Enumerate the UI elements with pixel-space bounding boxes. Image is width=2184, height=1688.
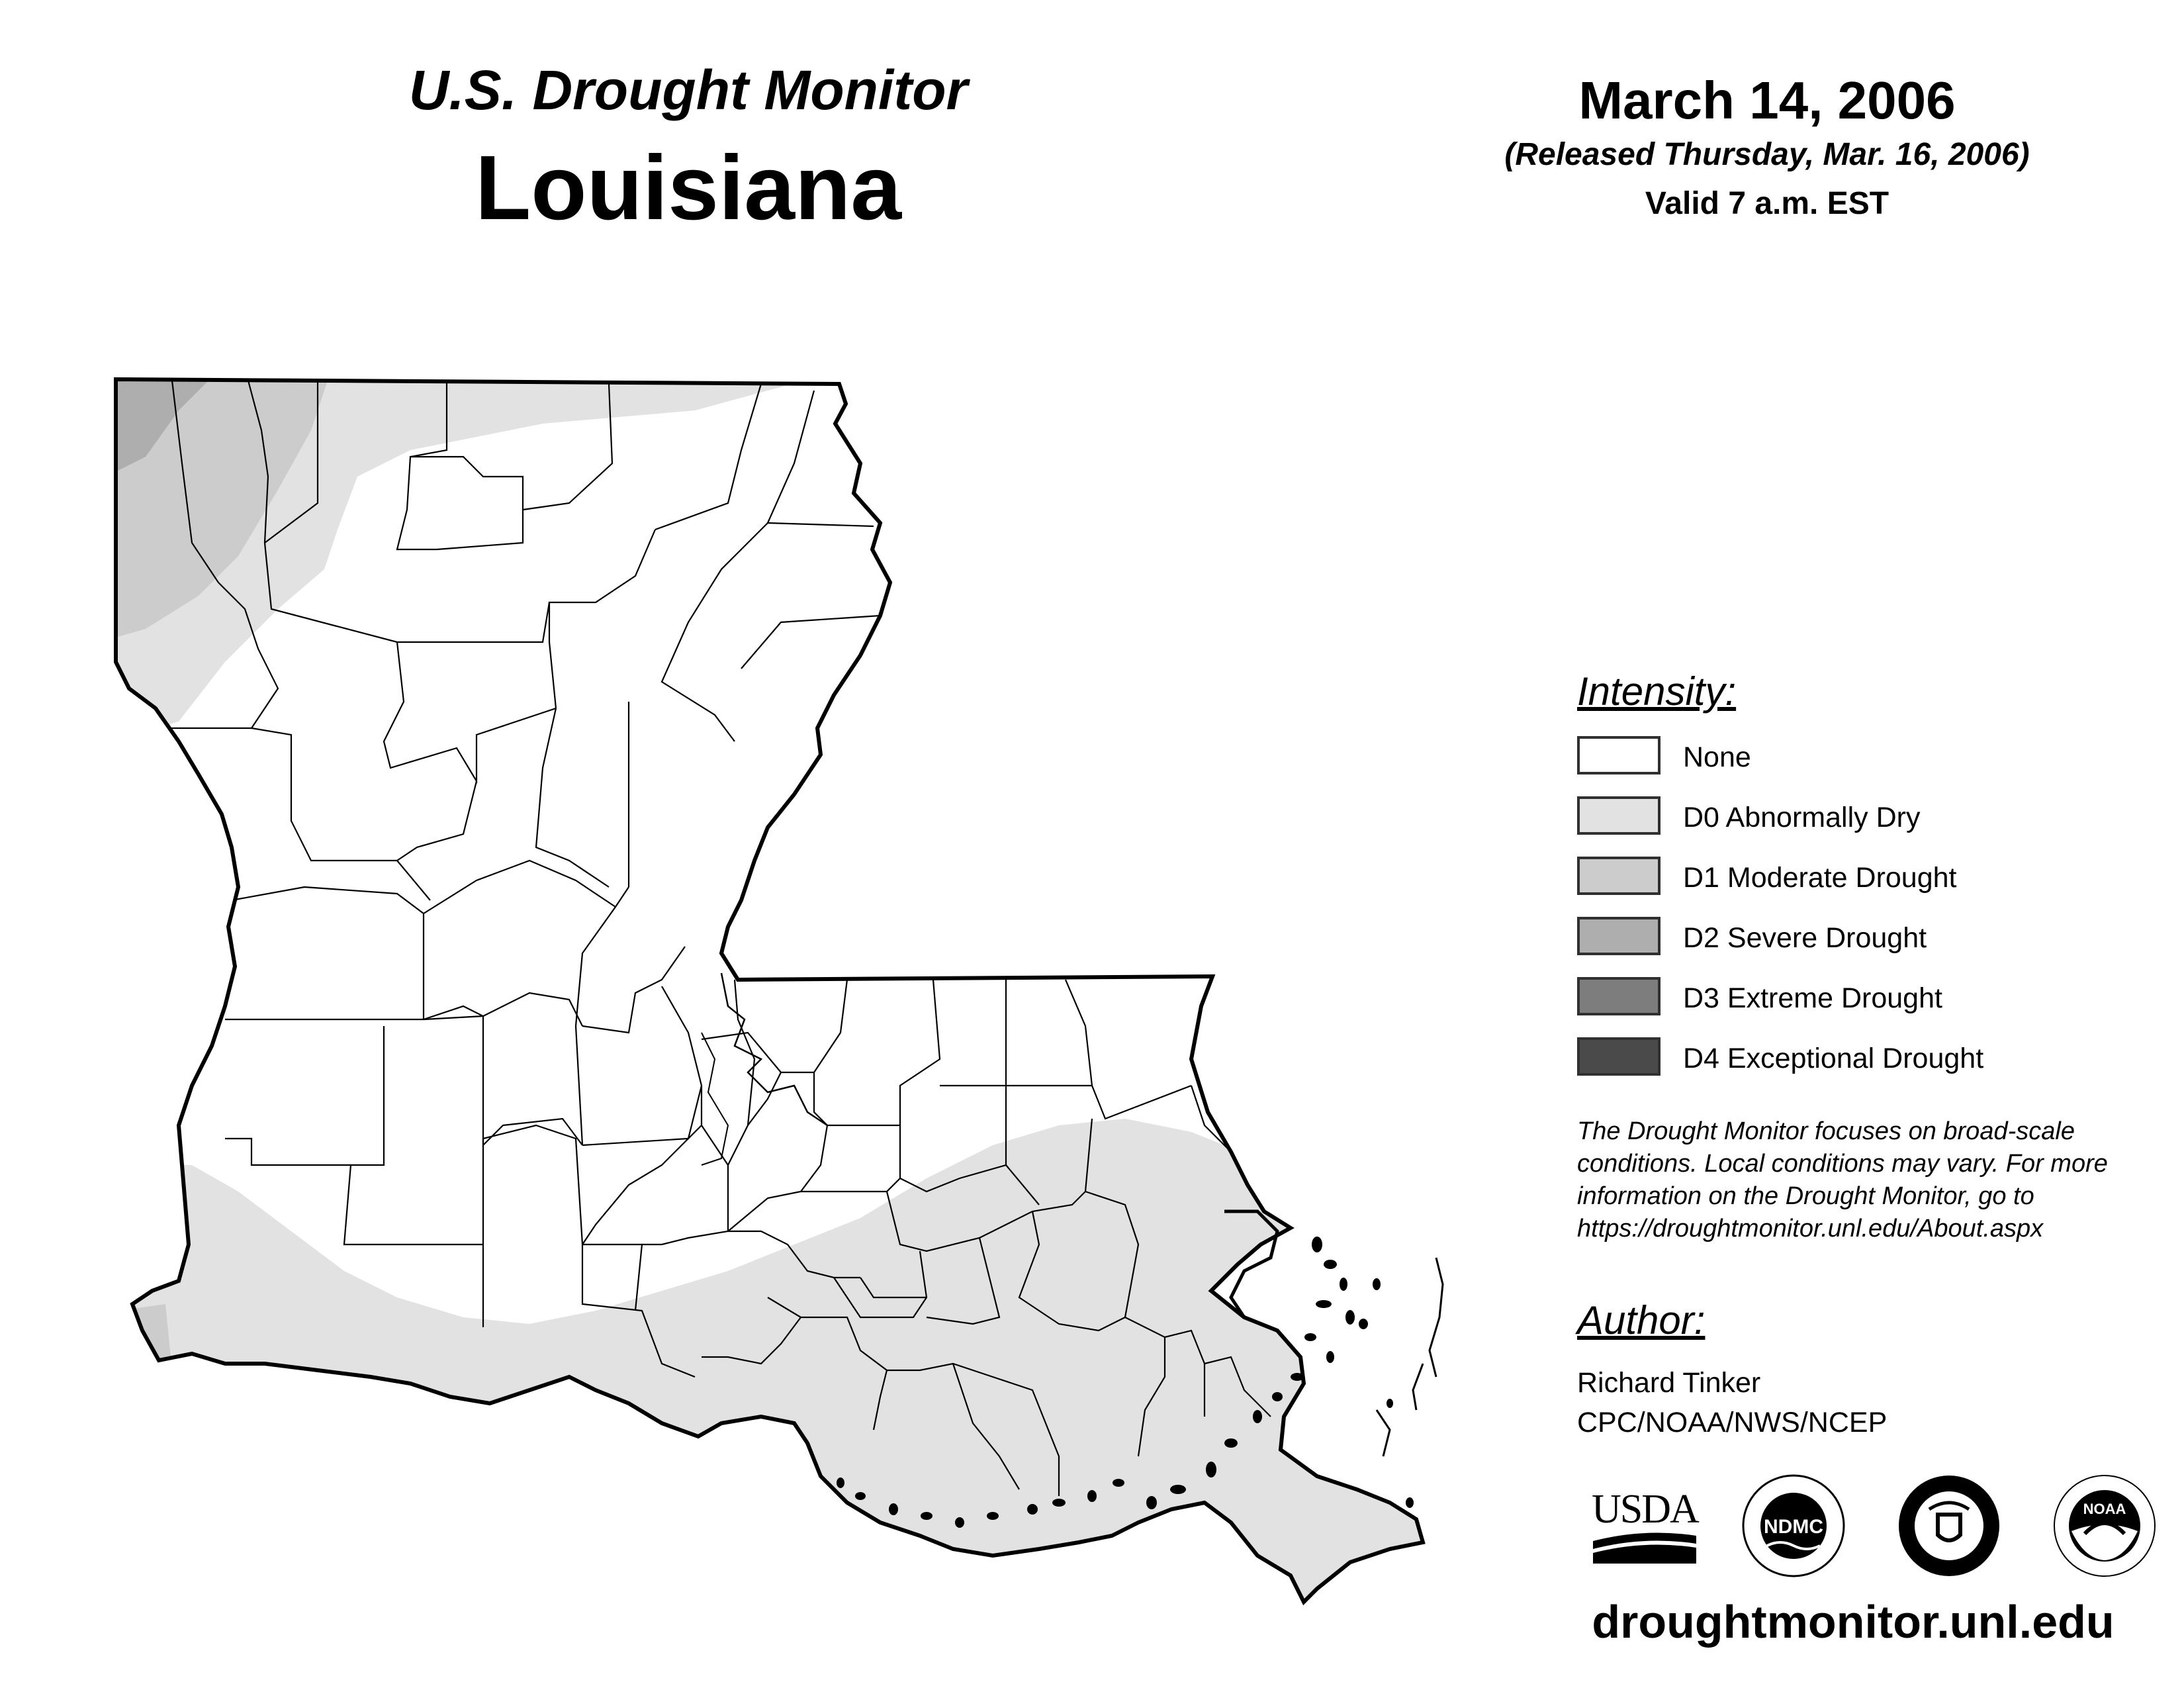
info-note-line: information on the Drought Monitor, go to xyxy=(1577,1182,2034,1210)
ndmc-seal-icon xyxy=(1741,1473,1846,1579)
legend-item xyxy=(1577,857,2107,900)
legend-swatch xyxy=(1577,917,1661,955)
author-title: Author: xyxy=(1577,1298,1706,1342)
valid-time: Valid 7 a.m. EST xyxy=(1645,186,1889,221)
legend-item xyxy=(1577,736,2107,780)
map-date: March 14, 2006 xyxy=(1578,71,1956,130)
info-note xyxy=(1577,1115,2173,1245)
map-title: U.S. Drought Monitor xyxy=(408,59,968,121)
author-name: Richard Tinker xyxy=(1577,1367,1761,1399)
usda-logo: USDA xyxy=(1592,1489,1701,1566)
legend-swatch xyxy=(1577,977,1661,1015)
state-name: Louisiana xyxy=(475,137,902,239)
svg-text:NOAA: NOAA xyxy=(2083,1501,2126,1517)
info-note-line: The Drought Monitor focuses on broad-scale xyxy=(1577,1117,2075,1145)
legend-item xyxy=(1577,796,2107,840)
website-url[interactable]: droughtmonitor.unl.edu xyxy=(1592,1596,2115,1648)
usda-stripes-icon xyxy=(1592,1529,1698,1566)
legend-item xyxy=(1577,977,2107,1021)
author-org: CPC/NOAA/NWS/NCEP xyxy=(1577,1407,1888,1438)
legend-label: D1 Moderate Drought xyxy=(1683,862,1957,894)
release-date: (Released Thursday, Mar. 16, 2006) xyxy=(1504,137,2030,172)
ndmc-logo xyxy=(1741,1473,1846,1579)
legend-swatch xyxy=(1577,857,1661,895)
svg-text:NDMC: NDMC xyxy=(1764,1516,1823,1538)
legend-label: None xyxy=(1683,741,1751,773)
legend-swatch xyxy=(1577,1037,1661,1076)
noaa-seal-icon xyxy=(2052,1473,2158,1579)
legend-item xyxy=(1577,1037,2107,1081)
noaa-logo xyxy=(2052,1473,2158,1579)
legend-swatch xyxy=(1577,796,1661,835)
legend-label: D2 Severe Drought xyxy=(1683,922,1927,954)
legend-label: D4 Exceptional Drought xyxy=(1683,1043,1984,1074)
info-note-url: https://droughtmonitor.unl.edu/About.aspx xyxy=(1577,1215,2044,1243)
info-note-line: conditions. Local conditions may vary. For more xyxy=(1577,1150,2108,1178)
legend-title: Intensity: xyxy=(1577,669,1737,714)
commerce-logo xyxy=(1896,1473,2002,1579)
legend-label: D3 Extreme Drought xyxy=(1683,982,1942,1014)
legend-label: D0 Abnormally Dry xyxy=(1683,802,1921,833)
commerce-seal-icon xyxy=(1896,1473,2002,1579)
legend-item xyxy=(1577,917,2107,961)
legend-swatch xyxy=(1577,736,1661,774)
